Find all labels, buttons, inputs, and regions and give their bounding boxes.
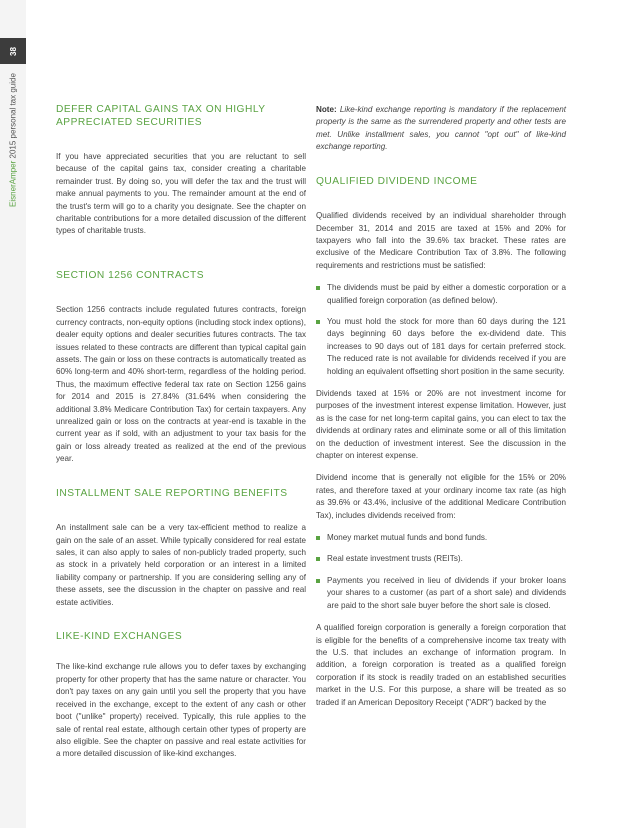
note-label: Note:	[316, 105, 337, 114]
list-item: Money market mutual funds and bond funds.	[316, 532, 566, 544]
paragraph: Qualified dividends received by an individual shareholder through December 31, 2014 and 2015 are taxed at 15% and 20% for taxpayers who fall into the 39.6% tax bracket. These rates are exclusive of the Medicare Contribution Tax of 3.8%. The following requirements and restrictions must be satisfied:	[316, 211, 566, 270]
bullet-square-icon	[316, 320, 320, 324]
running-head	[9, 73, 18, 207]
bullet-square-icon	[316, 579, 320, 583]
requirements-list	[316, 282, 566, 378]
list-item: The dividends must be paid by either a domestic corporation or a qualified foreign corporation (as defined below).	[316, 282, 566, 307]
section-title-like-kind: LIKE-KIND EXCHANGES	[56, 630, 183, 642]
paragraph: The like-kind exchange rule allows you to defer taxes by exchanging property for other property that has the same nature or character. You don't pay taxes on any gain until you sell the property that you have received in the exchange, except to the extent of any cash or other boot ("unlike" property) received. Typically, this rule applies to the sale of rental real estate, although certain other types of property are also eligible. See the chapter on passive and real estate activities for a more detailed discussion of like-kind exchanges.	[56, 662, 306, 759]
paragraph: A qualified foreign corporation is generally a foreign corporation that is eligible for the benefits of a comprehensive income tax treaty with the U.S. that includes an exchange of information program. In addition, a foreign corporation is treated as a qualified foreign corporation if its stock is readily traded on an established securities market in the U.S. For this purpose, a share will be treated as so traded if an American Depository Receipt ("ADR") backed by the	[316, 623, 566, 707]
note-paragraph	[316, 104, 566, 154]
section-title-defer-capital-gains: DEFER CAPITAL GAINS TAX ON HIGHLY APPRECIATED SECURITIES	[56, 104, 266, 128]
right-column	[316, 104, 566, 709]
section-title-installment-sale: INSTALLMENT SALE REPORTING BENEFITS	[56, 487, 288, 499]
page-number-tab	[0, 38, 26, 64]
list-item: Real estate investment trusts (REITs).	[316, 553, 566, 565]
bullet-square-icon	[316, 557, 320, 561]
note-text: Like-kind exchange reporting is mandatory if the replacement property is the same as the surrendered property and other tests are met. Unlike installment sales, you cannot "opt out" of like-kind exchange reporting.	[316, 105, 566, 152]
left-column	[56, 104, 306, 761]
page-number: 38	[8, 46, 18, 56]
paragraph: Dividends taxed at 15% or 20% are not investment income for purposes of the investment interest expense limitation. However, just as is the case for net long-term capital gains, you can elect to tax the dividends at ordinary rates and eliminate some or all of this limitation on the deduction of investment interest. See the discussion in the chapter on interest expense.	[316, 389, 566, 461]
ineligible-dividends-list	[316, 532, 566, 612]
paragraph: Dividend income that is generally not eligible for the 15% or 20% rates, and therefore taxed at your ordinary income tax rate (as high as 39.6% or 43.4%, inclusive of the additional Medicare Contribution Tax), includes dividends received from:	[316, 473, 566, 520]
paragraph: Section 1256 contracts include regulated futures contracts, foreign currency contracts, non-equity options (including stock index options), dealer equity options and dealer securities futures contracts. The tax issues related to these contracts are different than typical capital gain assets. The gain or loss on these contracts is automatically treated as 60% long-term and 40% short-term, regardless of the holding period. Thus, the maximum effective federal tax rate on Section 1256 gains for 2014 and 2015 is 27.84% (31.64% when considering the additional 3.8% Medicare Contribution Tax) for certain taxpayers. Any unrealized gain or loss on the contracts at year-end is taxable in the current year as if sold, with an adjustment to your tax basis for the gain or loss already treated as realized at the end of the previous year.	[56, 305, 306, 464]
bullet-square-icon	[316, 286, 320, 290]
running-head-brand: EisnerAmper	[8, 160, 18, 207]
bullet-square-icon	[316, 536, 320, 540]
paragraph: If you have appreciated securities that you are reluctant to sell because of the capital gains tax, consider creating a charitable remainder trust. By doing so, you will defer the tax and the trust will make annual payments to you. The remainder amount at the end of the trust's term will go to a charity you designate. See the chapter on charitable contributions for a more detailed discussion of the different types of charitable trusts.	[56, 152, 306, 236]
section-title-qualified-dividend: QUALIFIED DIVIDEND INCOME	[316, 175, 478, 187]
list-item: Payments you received in lieu of dividends if your broker loans your shares to a customer (as part of a short sale) and dividends are paid to the short sale buyer before the short sale is closed.	[316, 575, 566, 612]
section-title-section-1256: SECTION 1256 CONTRACTS	[56, 269, 204, 281]
list-item: You must hold the stock for more than 60 days during the 121 days beginning 60 days before the ex-dividend date. This increases to 90 days out of 181 days for certain preferred stock. The reduced rate is not available for dividends received if you are holding an equivalent offsetting short position in the same security.	[316, 316, 566, 378]
running-head-title: 2015 personal tax guide	[8, 73, 18, 161]
paragraph: An installment sale can be a very tax-efficient method to realize a gain on the sale of an asset. While typically considered for real estate sales, it can also apply to sales of non-publicly traded property, such as stock in a privately held corporation or an interest in a limited liability company or partnership. If you are considering selling any of these assets, see the discussion in the chapter on passive and real estate activities.	[56, 523, 306, 607]
